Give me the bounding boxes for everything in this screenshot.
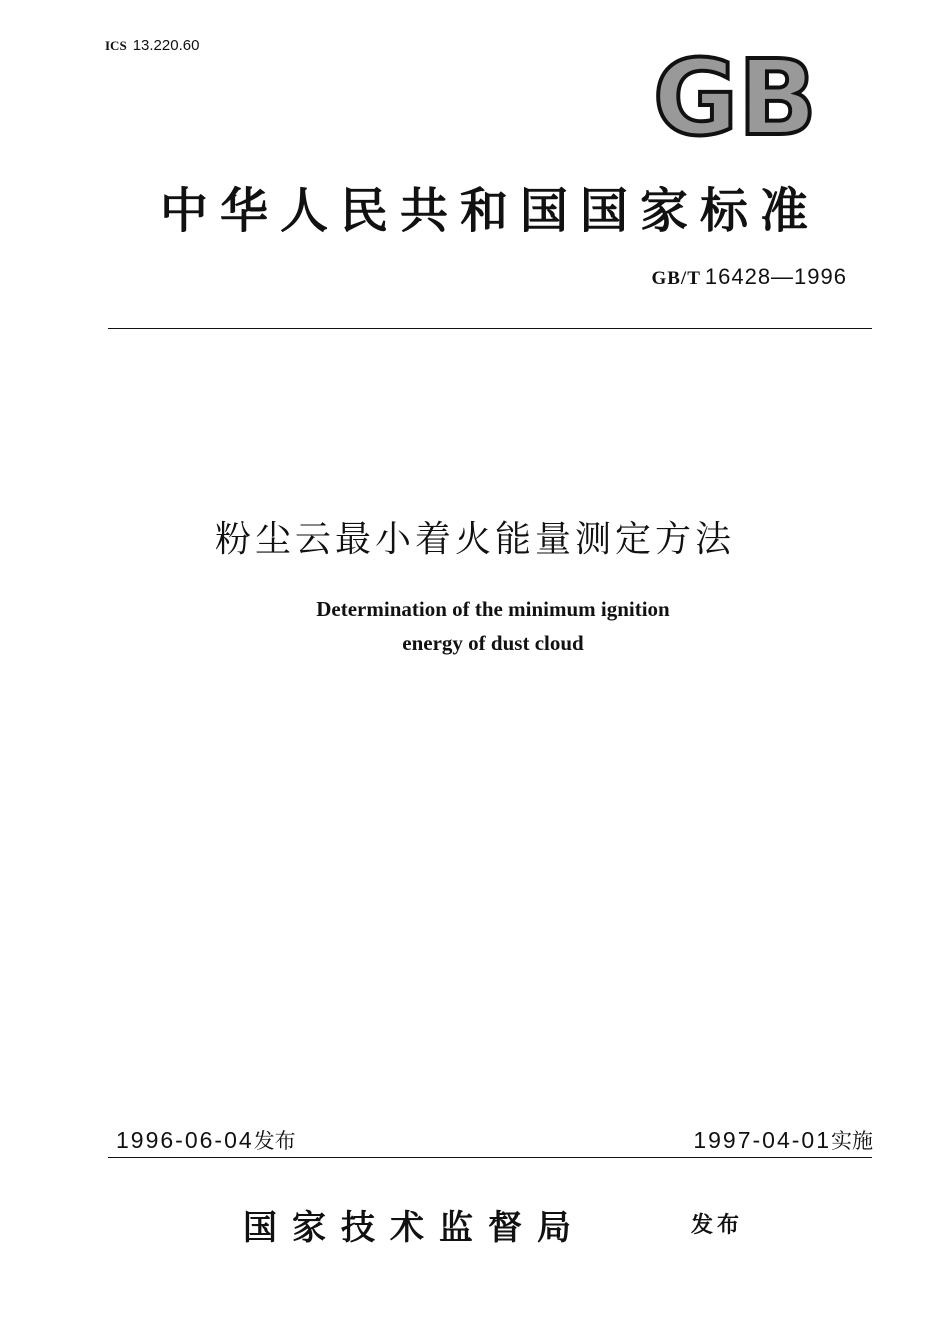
standard-prefix: GB/T (651, 268, 701, 289)
standard-number: 16428—1996 (704, 264, 847, 289)
ics-code (105, 36, 199, 54)
organization-title: 中华人民共和国国家标准 (159, 183, 820, 239)
issue-label: 发布 (691, 1213, 744, 1238)
document-title-english-line2: energy of dust cloud (402, 631, 584, 655)
effective-date-suffix: 实施 (831, 1129, 873, 1153)
gb-logo (650, 50, 820, 145)
ics-value: 13.220.60 (132, 37, 200, 54)
effective-date (693, 1125, 873, 1155)
effective-date-value: 1997-04-01 (693, 1127, 831, 1153)
document-title-english-line1: Determination of the minimum ignition (316, 597, 670, 621)
header-divider (108, 328, 872, 329)
publication-date-suffix: 发布 (253, 1129, 296, 1153)
footer-divider (108, 1157, 872, 1158)
document-title-chinese: 粉尘云最小着火能量测定方法 (214, 519, 735, 560)
ics-label: ICS (105, 38, 127, 53)
publication-date (116, 1125, 296, 1155)
standard-code (651, 264, 847, 290)
issuing-authority: 国家技术监督局 (243, 1208, 586, 1248)
publication-date-value: 1996-06-04 (116, 1127, 254, 1153)
gb-logo-text: GB (653, 50, 817, 145)
